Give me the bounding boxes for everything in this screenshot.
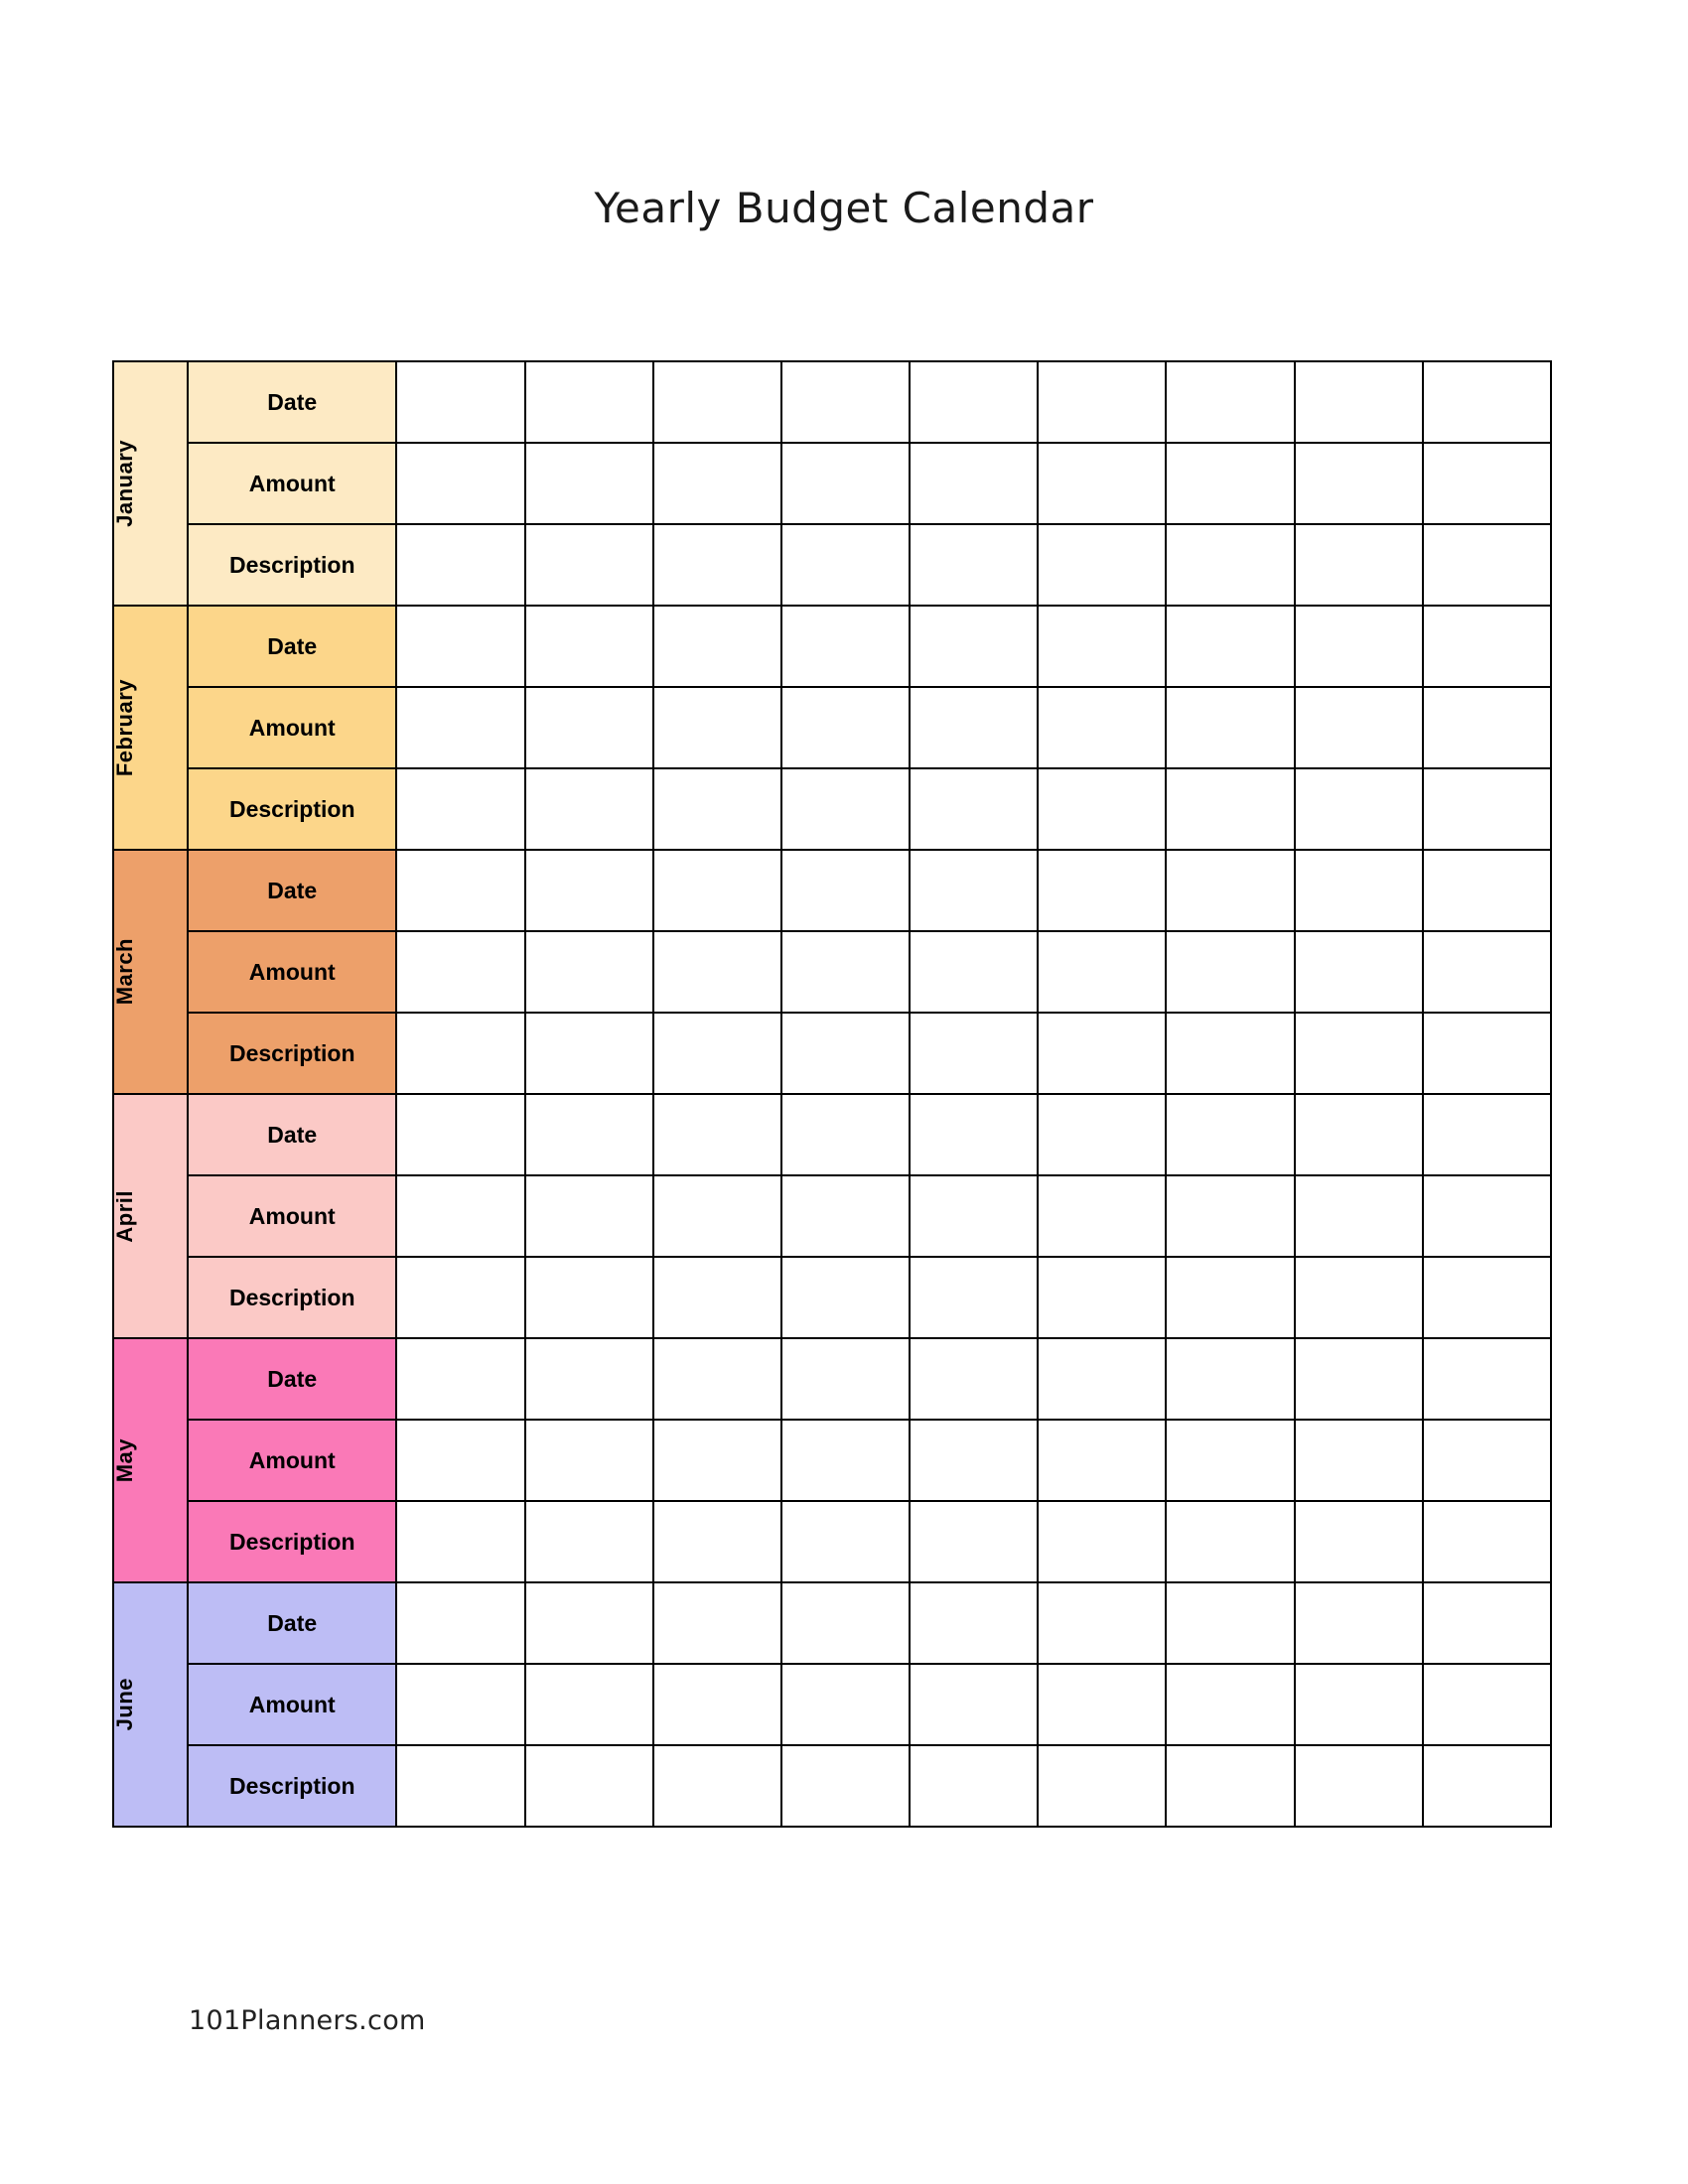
data-cell[interactable] [910, 1257, 1038, 1338]
data-cell[interactable] [525, 443, 653, 524]
data-cell[interactable] [781, 1175, 910, 1257]
data-cell[interactable] [525, 1257, 653, 1338]
data-cell[interactable] [1038, 1338, 1166, 1420]
data-cell[interactable] [1423, 768, 1551, 850]
data-cell[interactable] [396, 931, 524, 1013]
data-cell[interactable] [1038, 687, 1166, 768]
data-cell[interactable] [396, 1420, 524, 1501]
data-cell[interactable] [781, 1094, 910, 1175]
table-row [113, 1013, 1551, 1094]
data-cell[interactable] [1295, 768, 1423, 850]
data-cell[interactable] [1423, 1257, 1551, 1338]
data-cell[interactable] [910, 1338, 1038, 1420]
data-cell[interactable] [396, 361, 524, 443]
data-cell[interactable] [525, 1175, 653, 1257]
row-label-amount: Amount [188, 443, 396, 524]
table-row [113, 1420, 1551, 1501]
data-cell[interactable] [1038, 606, 1166, 687]
month-cell-january [113, 361, 188, 606]
data-cell[interactable] [1166, 1175, 1294, 1257]
data-cell[interactable] [525, 606, 653, 687]
data-cell[interactable] [653, 1582, 781, 1664]
data-cell[interactable] [910, 1664, 1038, 1745]
data-cell[interactable] [781, 1338, 910, 1420]
month-cell-june [113, 1582, 188, 1827]
data-cell[interactable] [1423, 1745, 1551, 1827]
table-row [113, 768, 1551, 850]
data-cell[interactable] [1423, 1094, 1551, 1175]
month-label: March [112, 938, 137, 1006]
data-cell[interactable] [1295, 1338, 1423, 1420]
data-cell[interactable] [1166, 687, 1294, 768]
table-row [113, 361, 1551, 443]
data-cell[interactable] [653, 687, 781, 768]
data-cell[interactable] [525, 687, 653, 768]
data-cell[interactable] [653, 1257, 781, 1338]
data-cell[interactable] [396, 850, 524, 931]
data-cell[interactable] [910, 1582, 1038, 1664]
data-cell[interactable] [1295, 606, 1423, 687]
data-cell[interactable] [525, 931, 653, 1013]
data-cell[interactable] [525, 1338, 653, 1420]
data-cell[interactable] [781, 931, 910, 1013]
data-cell[interactable] [1166, 850, 1294, 931]
data-cell[interactable] [910, 443, 1038, 524]
row-label-description: Description [188, 1745, 396, 1827]
data-cell[interactable] [1038, 361, 1166, 443]
data-cell[interactable] [781, 524, 910, 606]
data-cell[interactable] [781, 443, 910, 524]
data-cell[interactable] [910, 606, 1038, 687]
data-cell[interactable] [781, 361, 910, 443]
data-cell[interactable] [910, 687, 1038, 768]
data-cell[interactable] [653, 1664, 781, 1745]
data-cell[interactable] [781, 1664, 910, 1745]
data-cell[interactable] [1166, 768, 1294, 850]
data-cell[interactable] [1166, 1338, 1294, 1420]
data-cell[interactable] [396, 606, 524, 687]
data-cell[interactable] [910, 1175, 1038, 1257]
data-cell[interactable] [396, 1338, 524, 1420]
month-label: January [112, 440, 137, 527]
data-cell[interactable] [1295, 443, 1423, 524]
data-cell[interactable] [396, 768, 524, 850]
month-cell-february [113, 606, 188, 850]
data-cell[interactable] [1038, 1420, 1166, 1501]
data-cell[interactable] [1423, 1175, 1551, 1257]
data-cell[interactable] [1038, 1745, 1166, 1827]
data-cell[interactable] [1295, 1257, 1423, 1338]
table-row [113, 1501, 1551, 1582]
month-label: April [112, 1189, 137, 1243]
data-cell[interactable] [653, 361, 781, 443]
data-cell[interactable] [525, 524, 653, 606]
data-cell[interactable] [1166, 1582, 1294, 1664]
data-cell[interactable] [653, 931, 781, 1013]
table-row [113, 1175, 1551, 1257]
data-cell[interactable] [1295, 1420, 1423, 1501]
table-row [113, 687, 1551, 768]
data-cell[interactable] [653, 850, 781, 931]
table-row [113, 524, 1551, 606]
data-cell[interactable] [1166, 1664, 1294, 1745]
data-cell[interactable] [781, 606, 910, 687]
data-cell[interactable] [653, 1338, 781, 1420]
data-cell[interactable] [1423, 443, 1551, 524]
data-cell[interactable] [910, 1745, 1038, 1827]
data-cell[interactable] [525, 1420, 653, 1501]
row-label-date: Date [188, 1338, 396, 1420]
data-cell[interactable] [1166, 1257, 1294, 1338]
data-cell[interactable] [1166, 1501, 1294, 1582]
data-cell[interactable] [1295, 1664, 1423, 1745]
data-cell[interactable] [396, 1094, 524, 1175]
data-cell[interactable] [653, 606, 781, 687]
page-title: Yearly Budget Calendar [594, 184, 1094, 232]
data-cell[interactable] [1295, 524, 1423, 606]
data-cell[interactable] [1423, 361, 1551, 443]
data-cell[interactable] [1423, 1664, 1551, 1745]
data-cell[interactable] [525, 850, 653, 931]
data-cell[interactable] [396, 524, 524, 606]
row-label-description: Description [188, 1501, 396, 1582]
data-cell[interactable] [396, 687, 524, 768]
data-cell[interactable] [525, 1664, 653, 1745]
data-cell[interactable] [1423, 687, 1551, 768]
data-cell[interactable] [1038, 1664, 1166, 1745]
row-label-description: Description [188, 1257, 396, 1338]
data-cell[interactable] [396, 1745, 524, 1827]
data-cell[interactable] [1295, 1175, 1423, 1257]
table-row [113, 1745, 1551, 1827]
data-cell[interactable] [781, 1501, 910, 1582]
month-cell-april [113, 1094, 188, 1338]
data-cell[interactable] [781, 768, 910, 850]
data-cell[interactable] [1423, 1582, 1551, 1664]
data-cell[interactable] [910, 1420, 1038, 1501]
table-row [113, 443, 1551, 524]
row-label-description: Description [188, 768, 396, 850]
data-cell[interactable] [653, 1175, 781, 1257]
data-cell[interactable] [910, 361, 1038, 443]
data-cell[interactable] [1038, 1257, 1166, 1338]
data-cell[interactable] [396, 1257, 524, 1338]
data-cell[interactable] [1295, 1013, 1423, 1094]
data-cell[interactable] [525, 361, 653, 443]
budget-table [112, 360, 1552, 1828]
month-label: June [112, 1678, 137, 1731]
data-cell[interactable] [910, 850, 1038, 931]
data-cell[interactable] [1423, 524, 1551, 606]
data-cell[interactable] [781, 1582, 910, 1664]
budget-table-body [113, 361, 1551, 1827]
data-cell[interactable] [781, 850, 910, 931]
data-cell[interactable] [1423, 1501, 1551, 1582]
month-cell-may [113, 1338, 188, 1582]
data-cell[interactable] [1295, 1582, 1423, 1664]
month-label: February [112, 678, 137, 777]
table-row [113, 1664, 1551, 1745]
row-label-date: Date [188, 361, 396, 443]
data-cell[interactable] [781, 1745, 910, 1827]
data-cell[interactable] [781, 1420, 910, 1501]
data-cell[interactable] [396, 1013, 524, 1094]
month-label: May [112, 1437, 137, 1483]
data-cell[interactable] [1038, 768, 1166, 850]
data-cell[interactable] [525, 1745, 653, 1827]
data-cell[interactable] [1295, 687, 1423, 768]
data-cell[interactable] [910, 524, 1038, 606]
data-cell[interactable] [1166, 606, 1294, 687]
row-label-amount: Amount [188, 1420, 396, 1501]
data-cell[interactable] [1295, 361, 1423, 443]
row-label-date: Date [188, 850, 396, 931]
table-row [113, 1094, 1551, 1175]
data-cell[interactable] [1423, 1338, 1551, 1420]
data-cell[interactable] [1038, 1582, 1166, 1664]
data-cell[interactable] [1295, 1094, 1423, 1175]
data-cell[interactable] [1038, 1175, 1166, 1257]
data-cell[interactable] [1423, 931, 1551, 1013]
data-cell[interactable] [1038, 1501, 1166, 1582]
data-cell[interactable] [653, 524, 781, 606]
data-cell[interactable] [396, 1175, 524, 1257]
row-label-date: Date [188, 1582, 396, 1664]
data-cell[interactable] [1423, 606, 1551, 687]
data-cell[interactable] [525, 1582, 653, 1664]
data-cell[interactable] [910, 931, 1038, 1013]
data-cell[interactable] [1038, 1094, 1166, 1175]
row-label-amount: Amount [188, 687, 396, 768]
data-cell[interactable] [1423, 1420, 1551, 1501]
data-cell[interactable] [525, 1094, 653, 1175]
row-label-amount: Amount [188, 1175, 396, 1257]
row-label-date: Date [188, 1094, 396, 1175]
data-cell[interactable] [1295, 1501, 1423, 1582]
data-cell[interactable] [653, 1420, 781, 1501]
data-cell[interactable] [525, 1501, 653, 1582]
table-row [113, 1257, 1551, 1338]
data-cell[interactable] [1166, 361, 1294, 443]
row-label-amount: Amount [188, 931, 396, 1013]
data-cell[interactable] [1295, 850, 1423, 931]
data-cell[interactable] [396, 1501, 524, 1582]
data-cell[interactable] [653, 1094, 781, 1175]
row-label-date: Date [188, 606, 396, 687]
table-row [113, 931, 1551, 1013]
data-cell[interactable] [1423, 1013, 1551, 1094]
data-cell[interactable] [781, 1257, 910, 1338]
data-cell[interactable] [910, 1094, 1038, 1175]
data-cell[interactable] [1166, 1420, 1294, 1501]
table-row [113, 1338, 1551, 1420]
budget-table-container [112, 360, 1552, 1828]
data-cell[interactable] [1166, 931, 1294, 1013]
data-cell[interactable] [1295, 931, 1423, 1013]
row-label-description: Description [188, 524, 396, 606]
row-label-description: Description [188, 1013, 396, 1094]
data-cell[interactable] [1038, 931, 1166, 1013]
data-cell[interactable] [525, 1013, 653, 1094]
data-cell[interactable] [910, 1501, 1038, 1582]
data-cell[interactable] [396, 1582, 524, 1664]
data-cell[interactable] [396, 443, 524, 524]
data-cell[interactable] [396, 1664, 524, 1745]
table-row [113, 606, 1551, 687]
data-cell[interactable] [910, 1013, 1038, 1094]
footer-branding: 101Planners.com [189, 2005, 426, 2036]
data-cell[interactable] [1038, 850, 1166, 931]
data-cell[interactable] [1166, 524, 1294, 606]
data-cell[interactable] [525, 768, 653, 850]
data-cell[interactable] [1166, 1094, 1294, 1175]
row-label-amount: Amount [188, 1664, 396, 1745]
data-cell[interactable] [653, 768, 781, 850]
data-cell[interactable] [781, 687, 910, 768]
data-cell[interactable] [910, 768, 1038, 850]
table-row [113, 850, 1551, 931]
data-cell[interactable] [1423, 850, 1551, 931]
data-cell[interactable] [1038, 443, 1166, 524]
data-cell[interactable] [653, 443, 781, 524]
table-row [113, 1582, 1551, 1664]
data-cell[interactable] [1166, 1013, 1294, 1094]
data-cell[interactable] [1166, 443, 1294, 524]
data-cell[interactable] [1295, 1745, 1423, 1827]
data-cell[interactable] [781, 1013, 910, 1094]
data-cell[interactable] [653, 1013, 781, 1094]
data-cell[interactable] [653, 1745, 781, 1827]
data-cell[interactable] [653, 1501, 781, 1582]
data-cell[interactable] [1038, 524, 1166, 606]
data-cell[interactable] [1166, 1745, 1294, 1827]
month-cell-march [113, 850, 188, 1094]
data-cell[interactable] [1038, 1013, 1166, 1094]
